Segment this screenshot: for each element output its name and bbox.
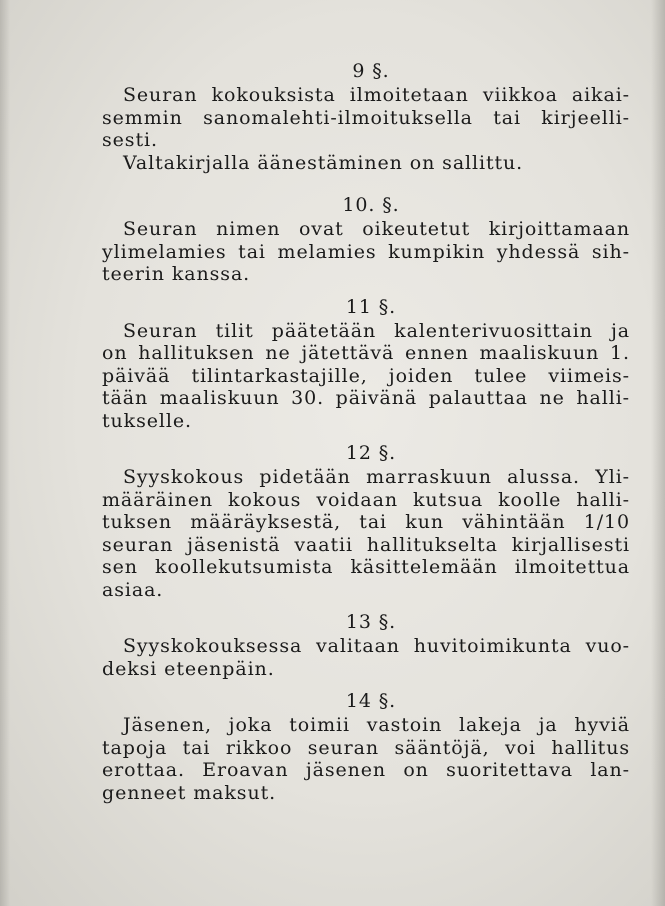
- paragraph-line: Syyskokouksessa valitaan huvitoimikunta vuo-: [123, 635, 630, 657]
- paragraph-line: Syyskokous pidetään marraskuun alussa. Yli-: [123, 466, 630, 488]
- paragraph-line: Seuran nimen ovat oikeutetut kirjoittamaan: [123, 218, 630, 240]
- paragraph-line: deksi eteenpäin.: [102, 657, 275, 680]
- paragraph-line: sesti.: [102, 129, 158, 151]
- page-edge-shadow-right: [651, 0, 665, 906]
- paragraph-line: Seuran kokouksista ilmoitetaan viikkoa aikai-: [123, 84, 630, 106]
- section-heading: 13 §.: [345, 611, 397, 633]
- paragraph-line: tuksen määräyksestä, tai kun vähintään 1/10: [102, 511, 630, 533]
- paragraph-line: erottaa. Eroavan jäsenen on suoritettava lan-: [102, 759, 630, 781]
- paragraph-line: päivää tilintarkastajille, joiden tulee viimeis-: [102, 364, 630, 387]
- section-heading: 10. §.: [342, 194, 400, 216]
- paragraph-line: sen koollekutsumista käsittelemään ilmoitettua: [102, 556, 630, 578]
- section-13: [102, 609, 630, 680]
- paragraph-line: on hallituksen ne jätettävä ennen maaliskuun 1.: [102, 342, 630, 364]
- paragraph-line: Seuran tilit päätetään kalenterivuosittain ja: [123, 319, 630, 342]
- paragraph-line: teerin kanssa.: [102, 263, 251, 285]
- paragraph-line: tapoja tai rikkoo seuran sääntöjä, voi hallitus: [102, 736, 630, 759]
- paragraph-line: seuran jäsenistä vaatii hallitukselta kirjallisesti: [102, 533, 630, 556]
- section-heading: 9 §.: [352, 60, 390, 82]
- section-heading: 11 §.: [345, 295, 397, 318]
- paragraph-line: määräinen kokous voidaan kutsua koolle halli-: [102, 488, 630, 511]
- bylaws-text: [102, 58, 630, 804]
- section-14: [102, 688, 630, 804]
- section-11: [102, 294, 630, 433]
- paragraph-line: Valtakirjalla äänestäminen on sallittu.: [123, 151, 524, 174]
- paragraph-line: tukselle.: [102, 409, 192, 432]
- section-heading: 12 §.: [345, 442, 397, 464]
- paragraph-line: tään maaliskuun 30. päivänä palauttaa ne halli-: [102, 387, 630, 409]
- section-9: [102, 58, 630, 174]
- section-12: [102, 440, 630, 601]
- paragraph-line: semmin sanomalehti-ilmoituksella tai kirjeelli-: [102, 106, 630, 129]
- page-edge-shadow-left: [0, 0, 10, 906]
- section-10: [102, 192, 630, 286]
- paragraph-line: Jäsenen, joka toimii vastoin lakeja ja hyviä: [123, 714, 630, 736]
- paragraph-line: genneet maksut.: [102, 781, 277, 804]
- paragraph-line: asiaa.: [102, 578, 164, 601]
- paragraph-line: ylimelamies tai melamies kumpikin yhdessä sih-: [102, 240, 630, 263]
- section-heading: 14 §.: [345, 690, 397, 712]
